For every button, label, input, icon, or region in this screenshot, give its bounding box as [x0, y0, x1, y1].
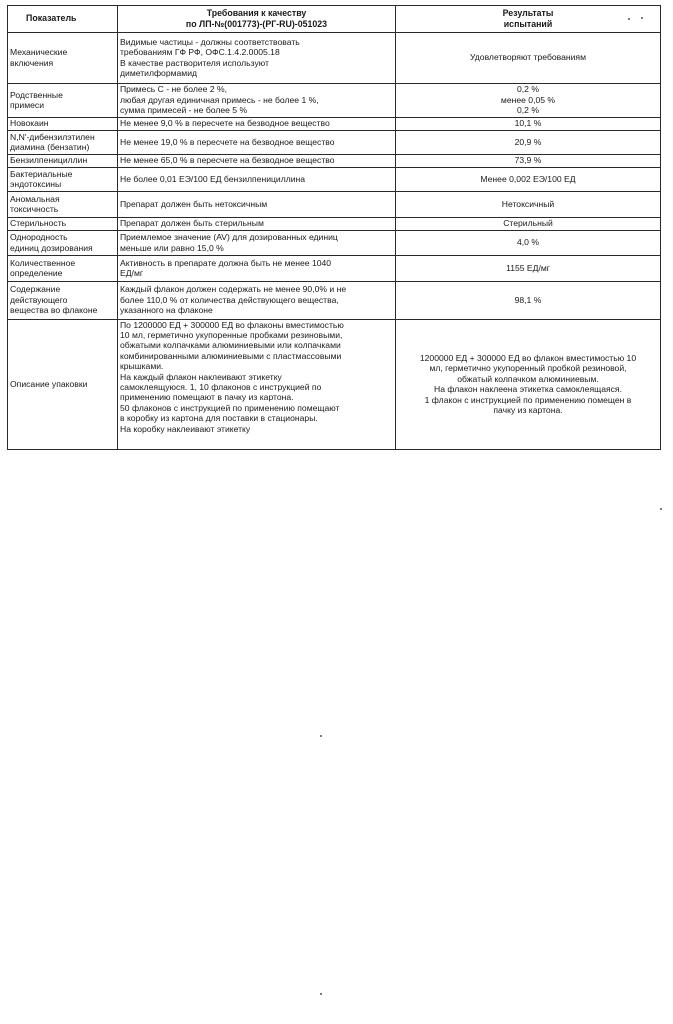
table-row — [8, 154, 661, 167]
row-requirement: Каждый флакон должен содержать не менее 90,0% и не более 110,0 % от количества действующего вещества, указанного на флаконе — [118, 281, 396, 319]
table-row — [8, 217, 661, 230]
document-sheet — [7, 5, 660, 450]
row-requirement: По 1200000 ЕД + 300000 ЕД во флаконы вместимостью 10 мл, герметично укупоренные пробками резиновыми, обжатыми колпачками алюминиевыми или колпачками комбинированными алюминиевыми с пластмассовыми крышками. На каждый флакон наклеивают этикетку самоклеящуюся. 1, 10 флаконов с инструкцией по применению помещают в пачку из картона. 50 флаконов с инструкцией по применению помещают в коробку из картона для поставки в стационары. На коробку наклеивают этикетку — [118, 319, 396, 449]
row-parameter: Механические включения — [8, 32, 118, 83]
scan-speck — [660, 508, 662, 510]
row-parameter: Описание упаковки — [8, 319, 118, 449]
row-parameter: Однородность единиц дозирования — [8, 230, 118, 255]
scan-speck — [641, 17, 643, 19]
row-parameter: Родственные примеси — [8, 83, 118, 117]
table-row — [8, 230, 661, 255]
row-parameter: Количественное определение — [8, 255, 118, 281]
row-result: 1155 ЕД/мг — [396, 255, 661, 281]
row-result: 4,0 % — [396, 230, 661, 255]
table-header-row — [8, 6, 661, 33]
row-result: Нетоксичный — [396, 191, 661, 217]
table-row — [8, 130, 661, 154]
row-result: 98,1 % — [396, 281, 661, 319]
row-parameter: Бактериальные эндотоксины — [8, 167, 118, 191]
row-result: 1200000 ЕД + 300000 ЕД во флакон вместимостью 10 мл, герметично укупоренный пробкой резиновой, обжатый колпачком алюминиевым. На флакон наклеена этикетка самоклеящаяся. 1 флакон с инструкцией по применению помещен в пачку из картона. — [396, 319, 661, 449]
row-requirement: Активность в препарате должна быть не менее 1040 ЕД/мг — [118, 255, 396, 281]
row-result: 73,9 % — [396, 154, 661, 167]
row-requirement: Препарат должен быть нетоксичным — [118, 191, 396, 217]
row-parameter: Аномальная токсичность — [8, 191, 118, 217]
row-requirement: Препарат должен быть стерильным — [118, 217, 396, 230]
row-requirement: Видимые частицы - должны соответствовать требованиям ГФ РФ, ОФС.1.4.2.0005.18 В качестве растворителя используют диметилформамид — [118, 32, 396, 83]
row-result: Стерильный — [396, 217, 661, 230]
header-parameter: Показатель — [8, 6, 118, 33]
scan-speck — [628, 18, 630, 20]
header-requirements: Требования к качеству по ЛП-№(001773)-(РГ-RU)-051023 — [118, 6, 396, 33]
quality-results-table — [7, 5, 661, 450]
row-parameter: Содержание действующего вещества во флаконе — [8, 281, 118, 319]
scan-speck — [320, 735, 322, 737]
row-result: 20,9 % — [396, 130, 661, 154]
row-requirement: Не более 0,01 ЕЭ/100 ЕД бензилпенициллина — [118, 167, 396, 191]
table-row — [8, 255, 661, 281]
row-requirement: Не менее 65,0 % в пересчете на безводное вещество — [118, 154, 396, 167]
row-parameter: Новокаин — [8, 117, 118, 130]
row-result: Менее 0,002 ЕЭ/100 ЕД — [396, 167, 661, 191]
table-row — [8, 117, 661, 130]
table-row — [8, 32, 661, 83]
table-row — [8, 167, 661, 191]
row-requirement: Не менее 19,0 % в пересчете на безводное вещество — [118, 130, 396, 154]
table-row — [8, 281, 661, 319]
row-requirement: Примесь С - не более 2 %, любая другая единичная примесь - не более 1 %, сумма примесей - не более 5 % — [118, 83, 396, 117]
scan-speck — [320, 993, 322, 995]
table-row — [8, 83, 661, 117]
row-parameter: Бензилпенициллин — [8, 154, 118, 167]
row-requirement: Не менее 9,0 % в пересчете на безводное вещество — [118, 117, 396, 130]
table-row — [8, 319, 661, 449]
row-parameter: Стерильность — [8, 217, 118, 230]
row-parameter: N,N'-дибензилэтилен диамина (бензатин) — [8, 130, 118, 154]
table-row — [8, 191, 661, 217]
row-requirement: Приемлемое значение (AV) для дозированных единиц меньше или равно 15,0 % — [118, 230, 396, 255]
row-result: 0,2 % менее 0,05 % 0,2 % — [396, 83, 661, 117]
header-results: Результаты испытаний — [396, 6, 661, 33]
row-result: Удовлетворяют требованиям — [396, 32, 661, 83]
row-result: 10,1 % — [396, 117, 661, 130]
